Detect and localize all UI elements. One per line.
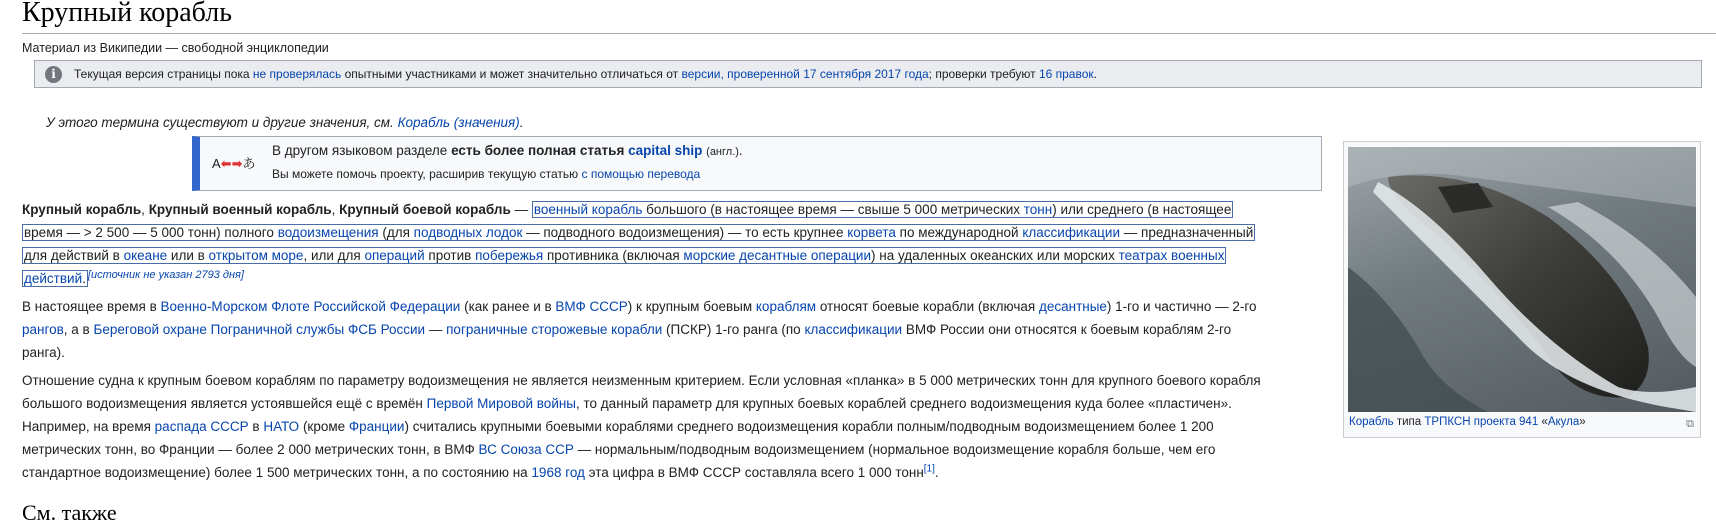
- text: ) на удаленных океанских или морских: [871, 248, 1119, 263]
- term-bold: Крупный боевой корабль: [339, 202, 511, 217]
- project-941-link[interactable]: ТРПКСН проекта 941: [1424, 416, 1539, 428]
- classification-link[interactable]: классификации: [1022, 225, 1121, 240]
- section-heading: См. также: [22, 500, 117, 525]
- text: ранга).: [22, 345, 65, 360]
- submarine-illustration: [1348, 147, 1696, 412]
- text: , или для: [303, 248, 365, 263]
- reviewed-version-link[interactable]: версии, проверенной 17 сентября 2017 года: [681, 67, 929, 81]
- thumbnail-figure: [1343, 141, 1701, 438]
- text: — предназначенный: [1120, 225, 1254, 240]
- notice-text-part: ; проверки требуют: [928, 67, 1039, 81]
- text: время — > 2 500 — 5 000 тонн) полного: [24, 225, 278, 240]
- ocean-link[interactable]: океане: [123, 248, 168, 263]
- france-link[interactable]: Франции: [348, 419, 405, 434]
- text: ) к крупным боевым: [627, 299, 756, 314]
- text: в: [248, 419, 264, 434]
- russian-navy-link[interactable]: Военно-Морском Флоте Российской Федерации: [160, 299, 461, 314]
- paragraph-line: [22, 461, 1261, 484]
- text: или в: [167, 248, 209, 263]
- translation-text-end: .: [738, 143, 743, 158]
- akula-link[interactable]: Акула: [1547, 416, 1580, 428]
- paragraph-line: [22, 221, 1255, 244]
- text: по международной: [895, 225, 1023, 240]
- ship-link[interactable]: Корабль: [1349, 416, 1394, 428]
- pending-edits-link[interactable]: 16 правок: [1038, 67, 1094, 81]
- title-divider: [22, 33, 1716, 34]
- highlighted-span: [532, 201, 1234, 218]
- notice-text-part: .: [1093, 67, 1097, 81]
- text: ) считались крупными боевыми кораблями среднего водоизмещения корабли полным/подводным водоизмещением более 1 200: [404, 419, 1214, 434]
- soviet-navy-link[interactable]: ВМФ СССР: [555, 299, 628, 314]
- coast-link[interactable]: побережья: [475, 248, 544, 263]
- text: против: [424, 248, 476, 263]
- translate-icon-a: A: [212, 156, 221, 171]
- not-reviewed-link[interactable]: не проверялась: [252, 67, 342, 81]
- ussr-collapse-link[interactable]: распада СССР: [154, 419, 249, 434]
- translation-notice: [192, 136, 1322, 191]
- info-icon: i: [45, 66, 62, 83]
- highlighted-span: [22, 270, 88, 287]
- translate-icon-b: あ: [242, 156, 256, 171]
- hatnote-text: У этого термина существуют и другие значения, см.: [46, 115, 398, 130]
- classification-link[interactable]: классификации: [804, 322, 903, 337]
- caption-text: «: [1538, 416, 1548, 428]
- text: (для: [378, 225, 414, 240]
- paragraph-line: [22, 392, 1261, 415]
- capital-ship-link[interactable]: capital ship: [628, 143, 703, 158]
- text: — нормальным/подводным водоизмещением (нормальное водоизмещение корабля больше, чем его: [573, 442, 1216, 457]
- paragraph-line: [22, 198, 1255, 221]
- warship-link[interactable]: военный корабль: [533, 202, 643, 217]
- text: —: [510, 202, 532, 217]
- text: , а в: [63, 322, 94, 337]
- coast-guard-link[interactable]: Береговой охране Пограничной службы ФСБ России: [93, 322, 426, 337]
- page-title: Крупный корабль: [22, 0, 232, 28]
- highlighted-span: [22, 247, 1226, 264]
- site-tagline: Материал из Википедии — свободной энциклопедии: [22, 41, 329, 55]
- text: эта цифра в ВМФ СССР составляла всего 1 000 тонн: [584, 465, 924, 480]
- submarines-link[interactable]: подводных лодок: [413, 225, 523, 240]
- displacement-link[interactable]: водоизмещения: [277, 225, 379, 240]
- paragraph-current: [22, 295, 1257, 364]
- text: большого (в настоящее время — свыше 5 000 метрических: [642, 202, 1024, 217]
- translation-notice-line1: [272, 143, 743, 158]
- ww1-link[interactable]: Первой Мировой войны: [426, 396, 577, 411]
- paragraph-criteria: [22, 369, 1261, 484]
- disambiguation-link[interactable]: Корабль (значения): [397, 115, 520, 130]
- term-bold: Крупный военный корабль: [148, 202, 332, 217]
- corvette-link[interactable]: корвета: [847, 225, 896, 240]
- term-bold: Крупный корабль: [22, 202, 142, 217]
- paragraph-line: [22, 438, 1261, 461]
- translation-tool-link[interactable]: с помощью перевода: [581, 167, 701, 181]
- nato-link[interactable]: НАТО: [263, 419, 300, 434]
- text: относят боевые корабли (включая: [816, 299, 1039, 314]
- translation-text: В другом языковом разделе: [272, 143, 452, 158]
- landing-ships-link[interactable]: десантные: [1038, 299, 1107, 314]
- paragraph-line: [22, 341, 1257, 364]
- translation-bold-text: есть более полная статья: [451, 143, 625, 158]
- hatnote: [46, 115, 524, 130]
- text: (кроме: [299, 419, 349, 434]
- text: для действий в: [24, 248, 124, 263]
- paragraph-line: [22, 295, 1257, 318]
- text: Например, на время: [22, 419, 155, 434]
- revision-notice-text: [74, 61, 1097, 87]
- text: большого водоизмещения является устоявшейся ещё с времён: [22, 396, 427, 411]
- text: — подводного водоизмещения) — то есть крупнее: [522, 225, 848, 240]
- paragraph-line: [22, 318, 1257, 341]
- text: ,: [141, 202, 149, 217]
- notice-text-part: опытными участниками и может значительно отличаться от: [341, 67, 682, 81]
- arrow-icon: ⬅➡: [220, 156, 243, 171]
- paragraph-line: [22, 415, 1261, 438]
- thumbnail-caption: [1349, 416, 1586, 428]
- theatre-of-war-link-cont[interactable]: действий: [24, 271, 83, 286]
- translate-icon: [212, 153, 255, 172]
- text: ) или среднего (в настоящее: [1052, 202, 1232, 217]
- reference-link[interactable]: [1]: [923, 463, 935, 475]
- text: ,: [331, 202, 340, 217]
- text: В настоящее время в: [22, 299, 161, 314]
- text: (ПСКР) 1-го ранга (по: [662, 322, 805, 337]
- text: —: [425, 322, 447, 337]
- text: противника (включая: [543, 248, 684, 263]
- ships-link[interactable]: кораблям: [755, 299, 817, 314]
- revision-notice: [34, 60, 1702, 88]
- text: , то данный параметр для крупных боевых кораблей среднего водоизмещения куда более «пластичен».: [576, 396, 1232, 411]
- tonne-link[interactable]: тонн: [1023, 202, 1053, 217]
- caption-text: »: [1579, 416, 1586, 428]
- hatnote-end: .: [519, 115, 524, 130]
- paragraph-line: [22, 267, 1255, 290]
- submarine-image[interactable]: [1348, 147, 1696, 412]
- text: .: [934, 465, 939, 480]
- text: (как ранее и в: [460, 299, 556, 314]
- ranks-link[interactable]: рангов: [22, 322, 64, 337]
- paragraph-line: [22, 369, 1261, 392]
- caption-text: типа: [1393, 416, 1425, 428]
- paragraph-line: [22, 244, 1255, 267]
- year-1968-link[interactable]: 1968 год: [531, 465, 585, 480]
- patrol-ships-link[interactable]: пограничные сторожевые корабли: [446, 322, 663, 337]
- citation-needed-link[interactable]: [источник не указан 2793 дня]: [87, 268, 244, 281]
- theatre-of-war-link[interactable]: театрах военных: [1118, 248, 1225, 263]
- open-sea-link[interactable]: открытом море: [208, 248, 304, 263]
- text: ) 1-го и частично — 2-го: [1106, 299, 1257, 314]
- ussr-forces-link[interactable]: ВС Союза ССР: [478, 442, 574, 457]
- language-abbr: (англ.): [706, 146, 739, 158]
- enlarge-icon[interactable]: ⧉: [1686, 418, 1694, 430]
- text: метрических тонн, во Франции — более 2 000 метрических тонн, в ВМФ: [22, 442, 479, 457]
- operations-link[interactable]: операций: [364, 248, 425, 263]
- text: .: [82, 271, 86, 286]
- highlighted-span: [22, 224, 1255, 241]
- text: стандартное водоизмещение) более 1 500 метрических тонн, а по состоянию на: [22, 465, 532, 480]
- text: Отношение судна к крупным боевом кораблям по параметру водоизмещения не является неизменным критерием. Если условная «планка» в 5 000 метрических тонн для крупного боевого корабля: [22, 373, 1261, 388]
- translation-notice-line2: [272, 167, 700, 181]
- notice-text-part: Текущая версия страницы пока: [74, 67, 253, 81]
- paragraph-definition: [22, 198, 1255, 290]
- text: ВМФ России они относятся к боевым кораблям 2-го: [902, 322, 1232, 337]
- amphibious-operations-link[interactable]: морские десантные операции: [683, 248, 872, 263]
- translation-help-text: Вы можете помочь проекту, расширив текущую статью: [272, 167, 582, 181]
